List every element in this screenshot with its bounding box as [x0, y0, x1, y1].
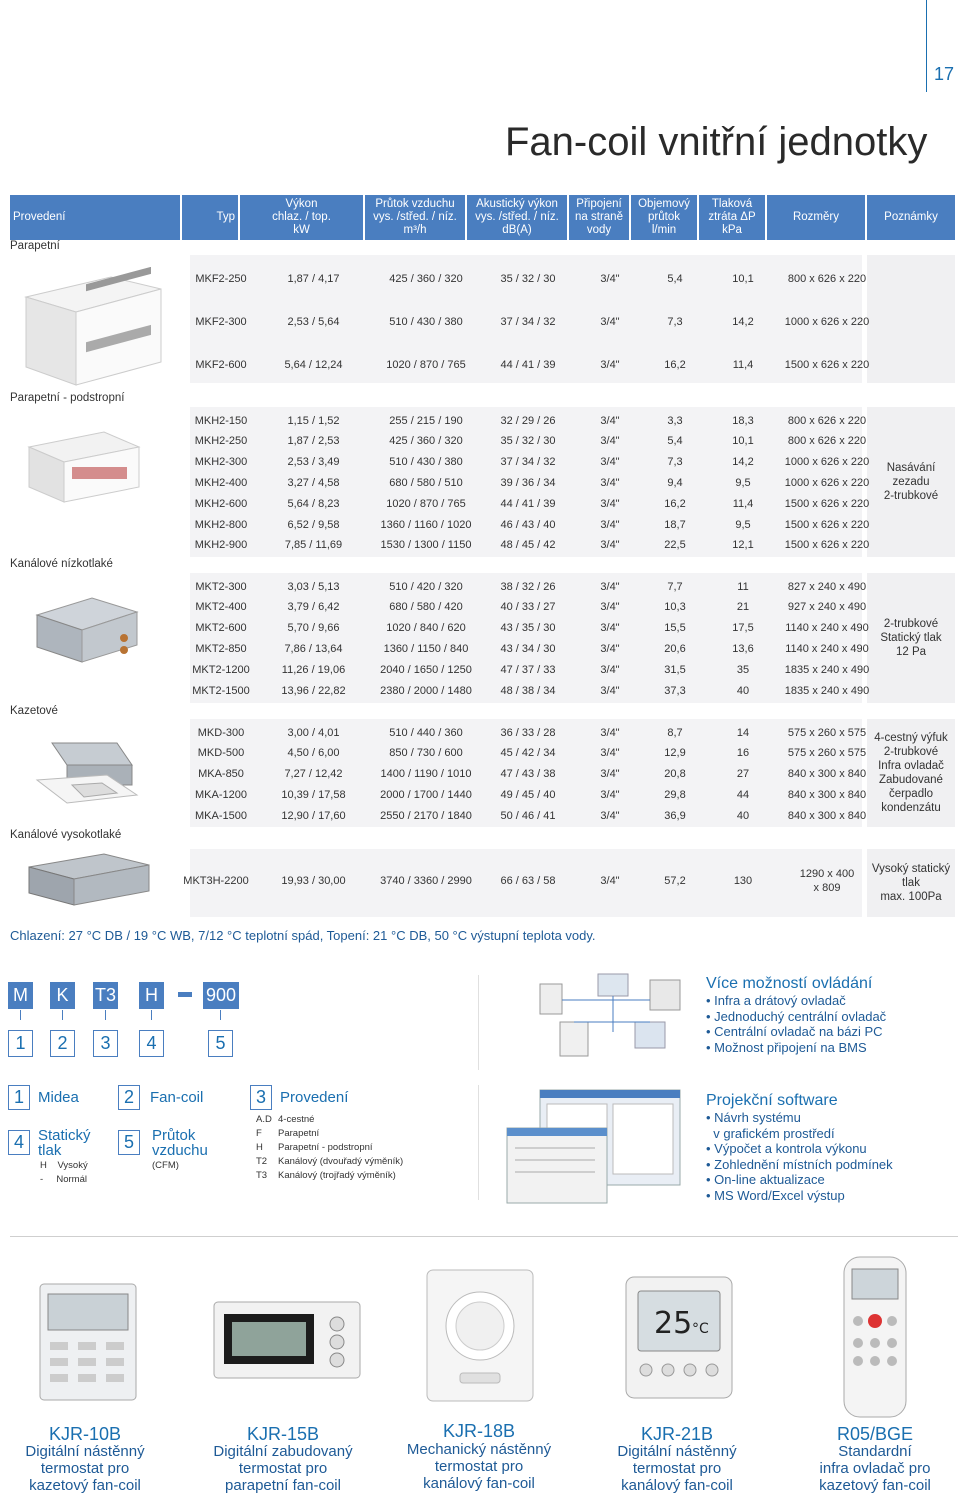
page-number: 17 [934, 64, 955, 84]
ceiling-fancoil-image [24, 427, 144, 507]
table-cell: 5,4 [667, 272, 683, 285]
thermostat-name: KJR-10B [48, 1424, 122, 1444]
provedeni-item: T3 Kanálový (trojřadý výměník) [256, 1170, 396, 1181]
table-row [190, 410, 877, 431]
table-cell: 9,5 [735, 518, 751, 531]
table-cell: 1400 / 1190 / 1010 [380, 768, 472, 781]
header-objemovy: Objemový průtok l/min [631, 195, 697, 240]
kjr-18b-image [425, 1268, 535, 1403]
table-cell: 3/4" [600, 414, 620, 427]
category-kazetove: Kazetové [10, 705, 58, 717]
table-cell: 1020 / 870 / 765 [386, 497, 466, 510]
table-cell: 11,4 [732, 497, 754, 510]
provedeni-item: F Parapetní [256, 1128, 320, 1139]
table-cell: 800 x 626 x 220 [787, 414, 867, 427]
table-cell: 510 / 430 / 380 [389, 315, 463, 328]
table-cell: MKA-1500 [195, 809, 247, 822]
table-row [190, 805, 877, 826]
software-screenshot-image [505, 1088, 685, 1206]
control-network-image [530, 972, 690, 1062]
table-cell: 7,27 / 12,42 [284, 768, 343, 781]
provedeni-item: A.D 4-cestné [256, 1114, 315, 1125]
software-item: • On-line aktualizace [706, 1172, 825, 1187]
table-row [190, 431, 877, 452]
legend-label-provedeni: Provedení [280, 1089, 349, 1106]
control-item: • Infra a drátový ovladač [706, 993, 846, 1008]
table-cell: 3/4" [600, 580, 620, 593]
control-title: Více možností ovládání [706, 975, 873, 992]
table-cell: 43 / 35 / 30 [500, 622, 556, 635]
table-row [190, 680, 877, 701]
table-cell: 36,9 [664, 809, 686, 822]
table-cell: MKT2-850 [195, 642, 247, 655]
table-cell: 31,5 [664, 663, 686, 676]
table-cell: 3/4" [600, 788, 620, 801]
table-cell: 11,4 [732, 358, 754, 371]
header-tlakova: Tlaková ztráta ΔP kPa [699, 195, 765, 240]
header-akusticky: Akustický výkon vys. /střed. / níz. dB(A) [467, 195, 567, 240]
table-row [190, 452, 877, 473]
table-cell: 1020 / 870 / 765 [386, 358, 466, 371]
thermostat-desc: Digitální nástěnný termostat pro kazetový fan-coil [25, 1443, 145, 1494]
table-cell: 1500 x 626 x 220 [784, 358, 870, 371]
header-provedeni: Provedení [10, 195, 180, 240]
table-row [190, 784, 877, 805]
table-cell: 800 x 626 x 220 [787, 435, 867, 448]
code-digit-2: 2 [50, 1030, 75, 1057]
table-cell: 3/4" [600, 747, 620, 760]
kjr-21b-temp: 25 [654, 1306, 693, 1341]
table-cell: 29,8 [664, 788, 686, 801]
table-cell: 5,4 [667, 435, 683, 448]
table-cell: 7,85 / 11,69 [284, 539, 343, 552]
code-digit-5: 5 [208, 1030, 233, 1057]
category-kanalove-vysokotlake: Kanálové vysokotlaké [10, 829, 122, 841]
table-cell: 7,86 / 13,64 [284, 642, 343, 655]
table-cell: 20,6 [664, 642, 686, 655]
table-cell: MKT2-300 [195, 580, 247, 593]
table-cell: 16,2 [664, 358, 686, 371]
table-row [180, 859, 877, 903]
table-row [190, 618, 877, 639]
table-cell: 11 [737, 580, 749, 593]
table-cell: MKH2-900 [194, 539, 248, 552]
table-cell: 3/4" [600, 497, 620, 510]
legend-num-5: 5 [118, 1130, 140, 1155]
table-cell: MKT3H-2200 [183, 875, 249, 887]
note-mkf [867, 255, 955, 383]
table-cell: 8,7 [667, 726, 683, 739]
table-cell: 1020 / 840 / 620 [386, 622, 466, 635]
control-item: • Možnost připojení na BMS [706, 1039, 867, 1055]
table-cell: 35 / 32 / 30 [500, 435, 556, 448]
table-cell: 575 x 260 x 575 [787, 747, 867, 760]
table-cell: 3,27 / 4,58 [287, 476, 340, 489]
table-cell: 1,87 / 2,53 [287, 435, 340, 448]
table-cell: 840 x 300 x 840 [787, 788, 867, 801]
table-cell: MKT2-400 [195, 601, 247, 614]
table-cell: 3/4" [600, 476, 620, 489]
table-cell: 22,5 [664, 539, 686, 552]
table-cell: 6,52 / 9,58 [287, 518, 340, 531]
table-cell: 510 / 420 / 320 [389, 580, 463, 593]
software-item: • Výpočet a kontrola výkonu [706, 1141, 867, 1156]
table-cell: 36 / 33 / 28 [500, 726, 556, 739]
table-cell: 14,2 [732, 315, 754, 328]
table-cell: 66 / 63 / 58 [500, 875, 556, 887]
table-cell: 40 [736, 684, 750, 697]
table-cell: 2550 / 2170 / 1840 [380, 809, 472, 822]
table-cell: 3/4" [600, 272, 620, 285]
table-cell: 680 / 580 / 510 [389, 476, 463, 489]
table-cell: MKH2-800 [194, 518, 248, 531]
software-item: • Návrh systému [706, 1110, 801, 1125]
tlak-item: - Normál [40, 1174, 87, 1185]
table-row [190, 268, 877, 289]
table-cell: 5,64 / 8,23 [287, 497, 340, 510]
table-cell: 48 / 45 / 42 [500, 539, 556, 552]
table-cell: 9,5 [735, 476, 751, 489]
table-cell: 57,2 [664, 875, 686, 887]
code-dash [178, 992, 192, 997]
table-cell: MKH2-150 [194, 414, 248, 427]
table-cell: 12,1 [732, 539, 754, 552]
table-row [190, 764, 877, 785]
table-cell: MKD-300 [197, 726, 245, 739]
table-cell: 19,93 / 30,00 [281, 875, 346, 887]
table-row [190, 743, 877, 764]
code-digit-4: 4 [139, 1030, 164, 1057]
high-pressure-duct-image [24, 849, 154, 909]
software-item: • Zohlednění místních podmínek [706, 1156, 893, 1172]
software-list [706, 1110, 893, 1203]
table-cell: 510 / 430 / 380 [389, 456, 463, 469]
category-parapetni-podstropni: Parapetní - podstropní [10, 392, 125, 404]
table-cell: 40 / 33 / 27 [500, 601, 556, 614]
table-cell: 12,90 / 17,60 [281, 809, 346, 822]
header-rozmery: Rozměry [767, 195, 865, 240]
table-cell: 44 / 41 / 39 [500, 497, 556, 510]
r05-bge-image [840, 1255, 910, 1420]
table-cell: 1140 x 240 x 490 [785, 622, 869, 635]
table-cell: 13,6 [732, 642, 754, 655]
note-mkt3h: Vysoký statický tlak max. 100Pa [867, 849, 955, 917]
table-cell: 1835 x 240 x 490 [784, 684, 870, 697]
code-letter-3: T3 [93, 982, 118, 1009]
table-cell: 45 / 42 / 34 [500, 747, 556, 760]
table-cell: 40 [736, 809, 750, 822]
header-vykon: Výkon chlaz. / top. kW [240, 195, 363, 240]
table-cell: 17,5 [732, 622, 754, 635]
thermostat-name: KJR-21B [640, 1424, 714, 1444]
thermostat-name: KJR-15B [246, 1424, 320, 1444]
legend-num-2: 2 [118, 1085, 140, 1110]
table-cell: MKH2-400 [194, 476, 248, 489]
provedeni-item: H Parapetní - podstropní [256, 1142, 373, 1153]
table-cell: MKT2-1200 [192, 663, 250, 676]
thermostat-desc: Digitální zabudovaný termostat pro parapetní fan-coil [213, 1443, 353, 1494]
table-cell: 3/4" [600, 601, 620, 614]
table-cell: 47 / 43 / 38 [500, 768, 556, 781]
thermostat-desc: Standardní infra ovladač pro kazetový fan-coil [819, 1443, 931, 1494]
table-cell: 1530 / 1300 / 1150 [380, 539, 472, 552]
table-cell: 3/4" [600, 768, 620, 781]
table-cell: 255 / 215 / 190 [389, 414, 463, 427]
table-cell: 15,5 [664, 622, 686, 635]
header-pripojeni: Připojení na straně vody [569, 195, 629, 240]
table-cell: 1,15 / 1,52 [287, 414, 340, 427]
table-row [190, 472, 877, 493]
table-cell: 37 / 34 / 32 [500, 456, 556, 469]
table-cell: 49 / 45 / 40 [500, 788, 556, 801]
table-cell: 2000 / 1700 / 1440 [380, 788, 472, 801]
table-cell: MKH2-250 [194, 435, 248, 448]
code-letter-2: K [50, 982, 75, 1009]
table-cell: 5,70 / 9,66 [287, 622, 340, 635]
table-cell: 3/4" [600, 663, 620, 676]
table-cell: 3/4" [600, 539, 620, 552]
table-cell: 18,7 [664, 518, 686, 531]
legend-num-4: 4 [8, 1130, 30, 1155]
thermostat-desc: Mechanický nástěnný termostat pro kanálový fan-coil [406, 1441, 552, 1492]
table-cell: 680 / 580 / 420 [389, 601, 463, 614]
table-cell: 38 / 32 / 26 [500, 580, 556, 593]
provedeni-item: T2 Kanálový (dvouřadý výměník) [256, 1156, 404, 1167]
table-cell: 1835 x 240 x 490 [784, 663, 870, 676]
table-cell: 840 x 300 x 840 [787, 768, 867, 781]
tlak-item: H Vysoký [40, 1160, 88, 1171]
table-cell: 827 x 240 x 490 [787, 580, 867, 593]
table-cell: MKF2-300 [195, 315, 247, 328]
table-cell: MKA-850 [198, 768, 244, 781]
table-cell: 50 / 46 / 41 [500, 809, 556, 822]
table-cell: 27 [736, 768, 750, 781]
table-cell: 9,4 [667, 476, 683, 489]
note-mkt: 2-trubkové Statický tlak 12 Pa [867, 573, 955, 703]
header-poznamky: Poznámky [867, 195, 955, 240]
table-cell: 7,3 [667, 315, 683, 328]
table-row [190, 311, 877, 332]
kjr-21b-unit: °C [692, 1321, 709, 1337]
table-cell: 43 / 34 / 30 [500, 642, 556, 655]
kjr-21b-image [624, 1275, 734, 1400]
table-cell: 3/4" [600, 684, 620, 697]
table-cell: 3,00 / 4,01 [287, 726, 340, 739]
table-cell: 47 / 37 / 33 [500, 663, 556, 676]
legend-cfm: (CFM) [152, 1160, 179, 1171]
table-cell: 5,64 / 12,24 [284, 358, 343, 371]
table-cell: 4,50 / 6,00 [287, 747, 340, 760]
table-cell: 16,2 [664, 497, 686, 510]
table-cell: 37 / 34 / 32 [500, 315, 556, 328]
table-cell: 2040 / 1650 / 1250 [380, 663, 472, 676]
note-mkd: 4-cestný výfuk 2-trubkové Infra ovladač Zabudované čerpadlo kondenzátu [867, 719, 955, 827]
table-cell: 11,26 / 19,06 [281, 663, 346, 676]
table-cell: 10,1 [732, 272, 754, 285]
table-cell: 35 / 32 / 30 [500, 272, 556, 285]
kjr-15b-image [212, 1300, 362, 1380]
floor-fancoil-image [16, 267, 166, 387]
page-number-rule [926, 0, 927, 92]
table-cell: 13,96 / 22,82 [281, 684, 346, 697]
legend-label-midea: Midea [38, 1089, 79, 1106]
thermostat-name: R05/BGE [836, 1424, 914, 1444]
table-cell: 20,8 [664, 768, 686, 781]
table-cell: 3,3 [667, 414, 683, 427]
table-cell: 3/4" [600, 622, 620, 635]
kjr-10b-image [38, 1282, 138, 1402]
cassette-fancoil-image [32, 735, 142, 815]
header-typ: Typ [182, 195, 238, 240]
table-cell: 37,3 [664, 684, 686, 697]
page-title: Fan-coil vnitřní jednotky [505, 120, 928, 164]
table-cell: 840 x 300 x 840 [787, 809, 867, 822]
table-cell: MKD-500 [197, 747, 245, 760]
table-cell: 510 / 440 / 360 [389, 726, 463, 739]
category-kanalove-nizkotlake: Kanálové nízkotlaké [10, 558, 113, 570]
table-cell: 1360 / 1150 / 840 [383, 642, 469, 655]
table-cell: 1500 x 626 x 220 [784, 497, 870, 510]
table-cell: 14 [736, 726, 750, 739]
legend-label-fancoil: Fan-coil [150, 1089, 204, 1106]
table-cell: 2,53 / 5,64 [287, 315, 340, 328]
control-item: • Centrální ovladač na bázi PC [706, 1024, 883, 1039]
table-cell: MKF2-600 [195, 358, 247, 371]
software-title: Projekční software [706, 1092, 838, 1109]
table-cell: 10,39 / 17,58 [281, 788, 346, 801]
duct-fancoil-image [32, 590, 142, 670]
code-letter-4: H [139, 982, 164, 1009]
legend-num-1: 1 [8, 1085, 30, 1110]
table-row [190, 354, 877, 375]
table-cell: 35 [736, 663, 750, 676]
control-list [706, 993, 886, 1055]
test-conditions: Chlazení: 27 °C DB / 19 °C WB, 7/12 °C teplotní spád, Topení: 21 °C DB, 50 °C výstupní teplota vody. [10, 928, 596, 943]
table-cell: 44 / 41 / 39 [500, 358, 556, 371]
table-cell: 3,79 / 6,42 [287, 601, 340, 614]
table-cell: 46 / 43 / 40 [500, 518, 556, 531]
table-cell: 16 [736, 747, 750, 760]
note-mkh: Nasávání zezadu 2-trubkové [867, 407, 955, 557]
table-cell: 12,9 [664, 747, 686, 760]
legend-label-prutok: Průtok vzduchu [152, 1127, 208, 1159]
table-cell: MKF2-250 [195, 272, 247, 285]
table-row [190, 659, 877, 680]
table-cell: 850 / 730 / 600 [389, 747, 463, 760]
table-cell: 3/4" [600, 315, 620, 328]
table-row [190, 514, 877, 535]
table-cell: 1000 x 626 x 220 [784, 476, 870, 489]
table-cell: 1360 / 1160 / 1020 [380, 518, 472, 531]
legend-label-staticky-tlak: Statický tlak [38, 1127, 91, 1159]
thermostat-desc: Digitální nástěnný termostat pro kanálový fan-coil [617, 1443, 737, 1494]
table-cell: 3/4" [600, 875, 620, 887]
control-item: • Jednoduchý centrální ovladač [706, 1008, 887, 1024]
table-cell: 1500 x 626 x 220 [784, 539, 870, 552]
table-cell: 44 [736, 788, 750, 801]
table-cell: 18,3 [732, 414, 754, 427]
table-cell: 1500 x 626 x 220 [784, 518, 870, 531]
software-item: v grafickém prostředí [713, 1125, 835, 1141]
table-cell: 3/4" [600, 518, 620, 531]
table-cell: 7,3 [667, 456, 683, 469]
table-cell: MKT2-600 [195, 622, 247, 635]
spec-table [10, 195, 955, 917]
table-cell: 800 x 626 x 220 [787, 272, 867, 285]
table-cell: 425 / 360 / 320 [389, 435, 463, 448]
category-parapetni: Parapetní [10, 240, 60, 252]
table-cell: 39 / 36 / 34 [500, 476, 556, 489]
table-cell: 10,3 [664, 601, 686, 614]
table-cell: MKH2-600 [194, 497, 248, 510]
table-cell: MKH2-300 [194, 456, 248, 469]
table-cell: 3,03 / 5,13 [287, 580, 340, 593]
table-cell: 10,1 [732, 435, 754, 448]
table-cell: 1000 x 626 x 220 [784, 456, 870, 469]
table-cell: 3/4" [600, 726, 620, 739]
table-cell: 1290 x 400 x 809 [799, 868, 855, 894]
software-item: • MS Word/Excel výstup [706, 1187, 845, 1203]
table-cell: 3740 / 3360 / 2990 [380, 875, 472, 887]
code-digit-3: 3 [93, 1030, 118, 1057]
table-cell: 425 / 360 / 320 [389, 272, 463, 285]
table-row [190, 722, 877, 743]
table-row [190, 493, 877, 514]
table-cell: 1,87 / 4,17 [287, 272, 340, 285]
table-cell: 575 x 260 x 575 [787, 726, 867, 739]
table-cell: 3/4" [600, 642, 620, 655]
legend-num-3: 3 [250, 1085, 272, 1110]
table-row [190, 576, 877, 597]
thermostat-name: KJR-18B [442, 1421, 516, 1441]
table-cell: 7,7 [667, 580, 683, 593]
table-cell: 48 / 38 / 34 [500, 684, 556, 697]
code-letter-5: 900 [203, 982, 239, 1009]
table-cell: 3/4" [600, 435, 620, 448]
table-cell: 21 [736, 601, 750, 614]
table-cell: 2,53 / 3,49 [287, 456, 340, 469]
code-letter-1: M [8, 982, 33, 1009]
table-cell: 1000 x 626 x 220 [784, 315, 870, 328]
table-row [190, 638, 877, 659]
section-divider [10, 1236, 958, 1237]
table-cell: 32 / 29 / 26 [500, 414, 556, 427]
table-row [190, 535, 877, 556]
table-cell: 2380 / 2000 / 1480 [380, 684, 472, 697]
table-cell: MKT2-1500 [192, 684, 250, 697]
header-prutok: Průtok vzduchu vys. /střed. / níz. m³/h [365, 195, 465, 240]
table-cell: 3/4" [600, 358, 620, 371]
table-cell: 14,2 [732, 456, 754, 469]
code-digit-1: 1 [8, 1030, 33, 1057]
table-cell: 927 x 240 x 490 [787, 601, 867, 614]
table-cell: MKA-1200 [195, 788, 247, 801]
table-cell: 3/4" [600, 809, 620, 822]
table-row [190, 597, 877, 618]
table-cell: 3/4" [600, 456, 620, 469]
table-cell: 130 [733, 875, 753, 887]
table-cell: 1140 x 240 x 490 [785, 642, 869, 655]
